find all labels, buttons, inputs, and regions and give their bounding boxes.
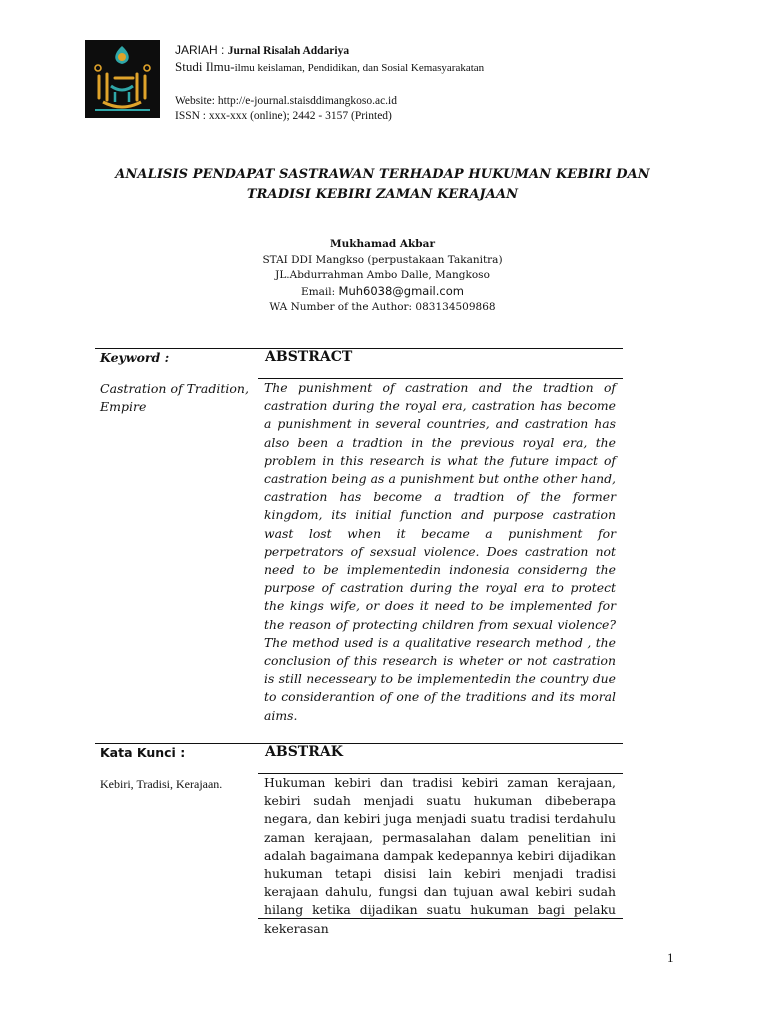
author-email: Muh6038@gmail.com	[338, 283, 464, 298]
journal-header	[175, 43, 695, 124]
article-title-line-2: TRADISI KEBIRI ZAMAN KERAJAAN	[246, 187, 519, 202]
journal-study-prefix: Studi Ilmu-	[175, 59, 235, 74]
article-title-line-1: ANALISIS PENDAPAT SASTRAWAN TERHADAP HUKUMAN KEBIRI DAN	[115, 167, 650, 182]
journal-study-fields: ilmu keislaman, Pendidikan, dan Sosial Kemasyarakatan	[234, 62, 485, 74]
abstract-top-rule	[95, 348, 623, 349]
author-email-line	[150, 284, 615, 301]
kata-kunci-text: Kebiri, Tradisi, Kerajaan.	[100, 777, 223, 791]
kata-kunci-heading: Kata Kunci :	[100, 745, 186, 760]
journal-main-label: JARIAH :	[175, 43, 228, 57]
keyword-heading: Keyword :	[100, 350, 170, 365]
article-title	[100, 165, 665, 205]
journal-website: Website: http://e-journal.staisddimangkoso.ac.id	[175, 95, 398, 107]
author-email-label: Email:	[301, 285, 339, 298]
journal-logo-icon	[85, 40, 160, 118]
journal-logo	[85, 40, 160, 118]
page-number: 1	[667, 950, 674, 965]
abstrak-heading: ABSTRAK	[265, 744, 343, 760]
abstract-heading: ABSTRACT	[265, 349, 353, 365]
author-affiliation: STAI DDI Mangkso (perpustakaan Takanitra)	[262, 253, 503, 266]
author-address: JL.Abdurrahman Ambo Dalle, Mangkoso	[275, 269, 490, 281]
author-block	[150, 237, 615, 316]
author-name: Mukhamad Akbar	[330, 238, 435, 250]
abstrak-bottom-rule	[258, 918, 623, 919]
abstract-text: The punishment of castration and the tradtion of castration during the royal era, castration has become a punishment in several countries, and castration has also been a tradtion in the previous royal era, the problem in this research is what the future impact of castration being as a punishment but onthe other hand, castration has become a tradtion of the former kingdom, its initial function and purpose castration wast lost when it became a punishment for perpetrators of sexsual violence. Does castration not need to be implementedin indonesia considerng the purpose of castration during the royal era to protect the kings wife, or does it need to be implemented for the reason of protecting children from sexual violence? The method used is a qualitative research method , the conclusion of this research is wheter or not castration is still necesseary to be implementedin the country due to considerantion of one of the traditions and its moral aims.	[264, 380, 616, 723]
abstrak-top-rule	[95, 743, 623, 744]
author-wa-number: WA Number of the Author: 083134509868	[269, 301, 496, 313]
journal-title-line	[175, 43, 695, 59]
journal-study-line	[175, 59, 695, 76]
journal-issn: ISSN : xxx-xxx (online); 2442 - 3157 (Printed)	[175, 110, 392, 122]
keywords-text: Castration of Tradition, Empire	[100, 381, 249, 414]
journal-name: Jurnal Risalah Addariya	[227, 45, 350, 57]
abstrak-text: Hukuman kebiri dan tradisi kebiri zaman kerajaan, kebiri sudah menjadi suatu hukuman dibeberapa negara, dan kebiri juga menjadi suatu tradisi terdahulu zaman kerajaan, permasalahan dalam penelitian ini adalah bagaimana dampak kedepannya kebiri dijadikan hukuman tetapi disisi lain kebiri menjadi tradisi kerajaan dahulu, fungsi dan tujuan awal kebiri sudah hilang ketika dijadikan suatu hukuman bagi pelaku kekerasan	[264, 775, 616, 936]
